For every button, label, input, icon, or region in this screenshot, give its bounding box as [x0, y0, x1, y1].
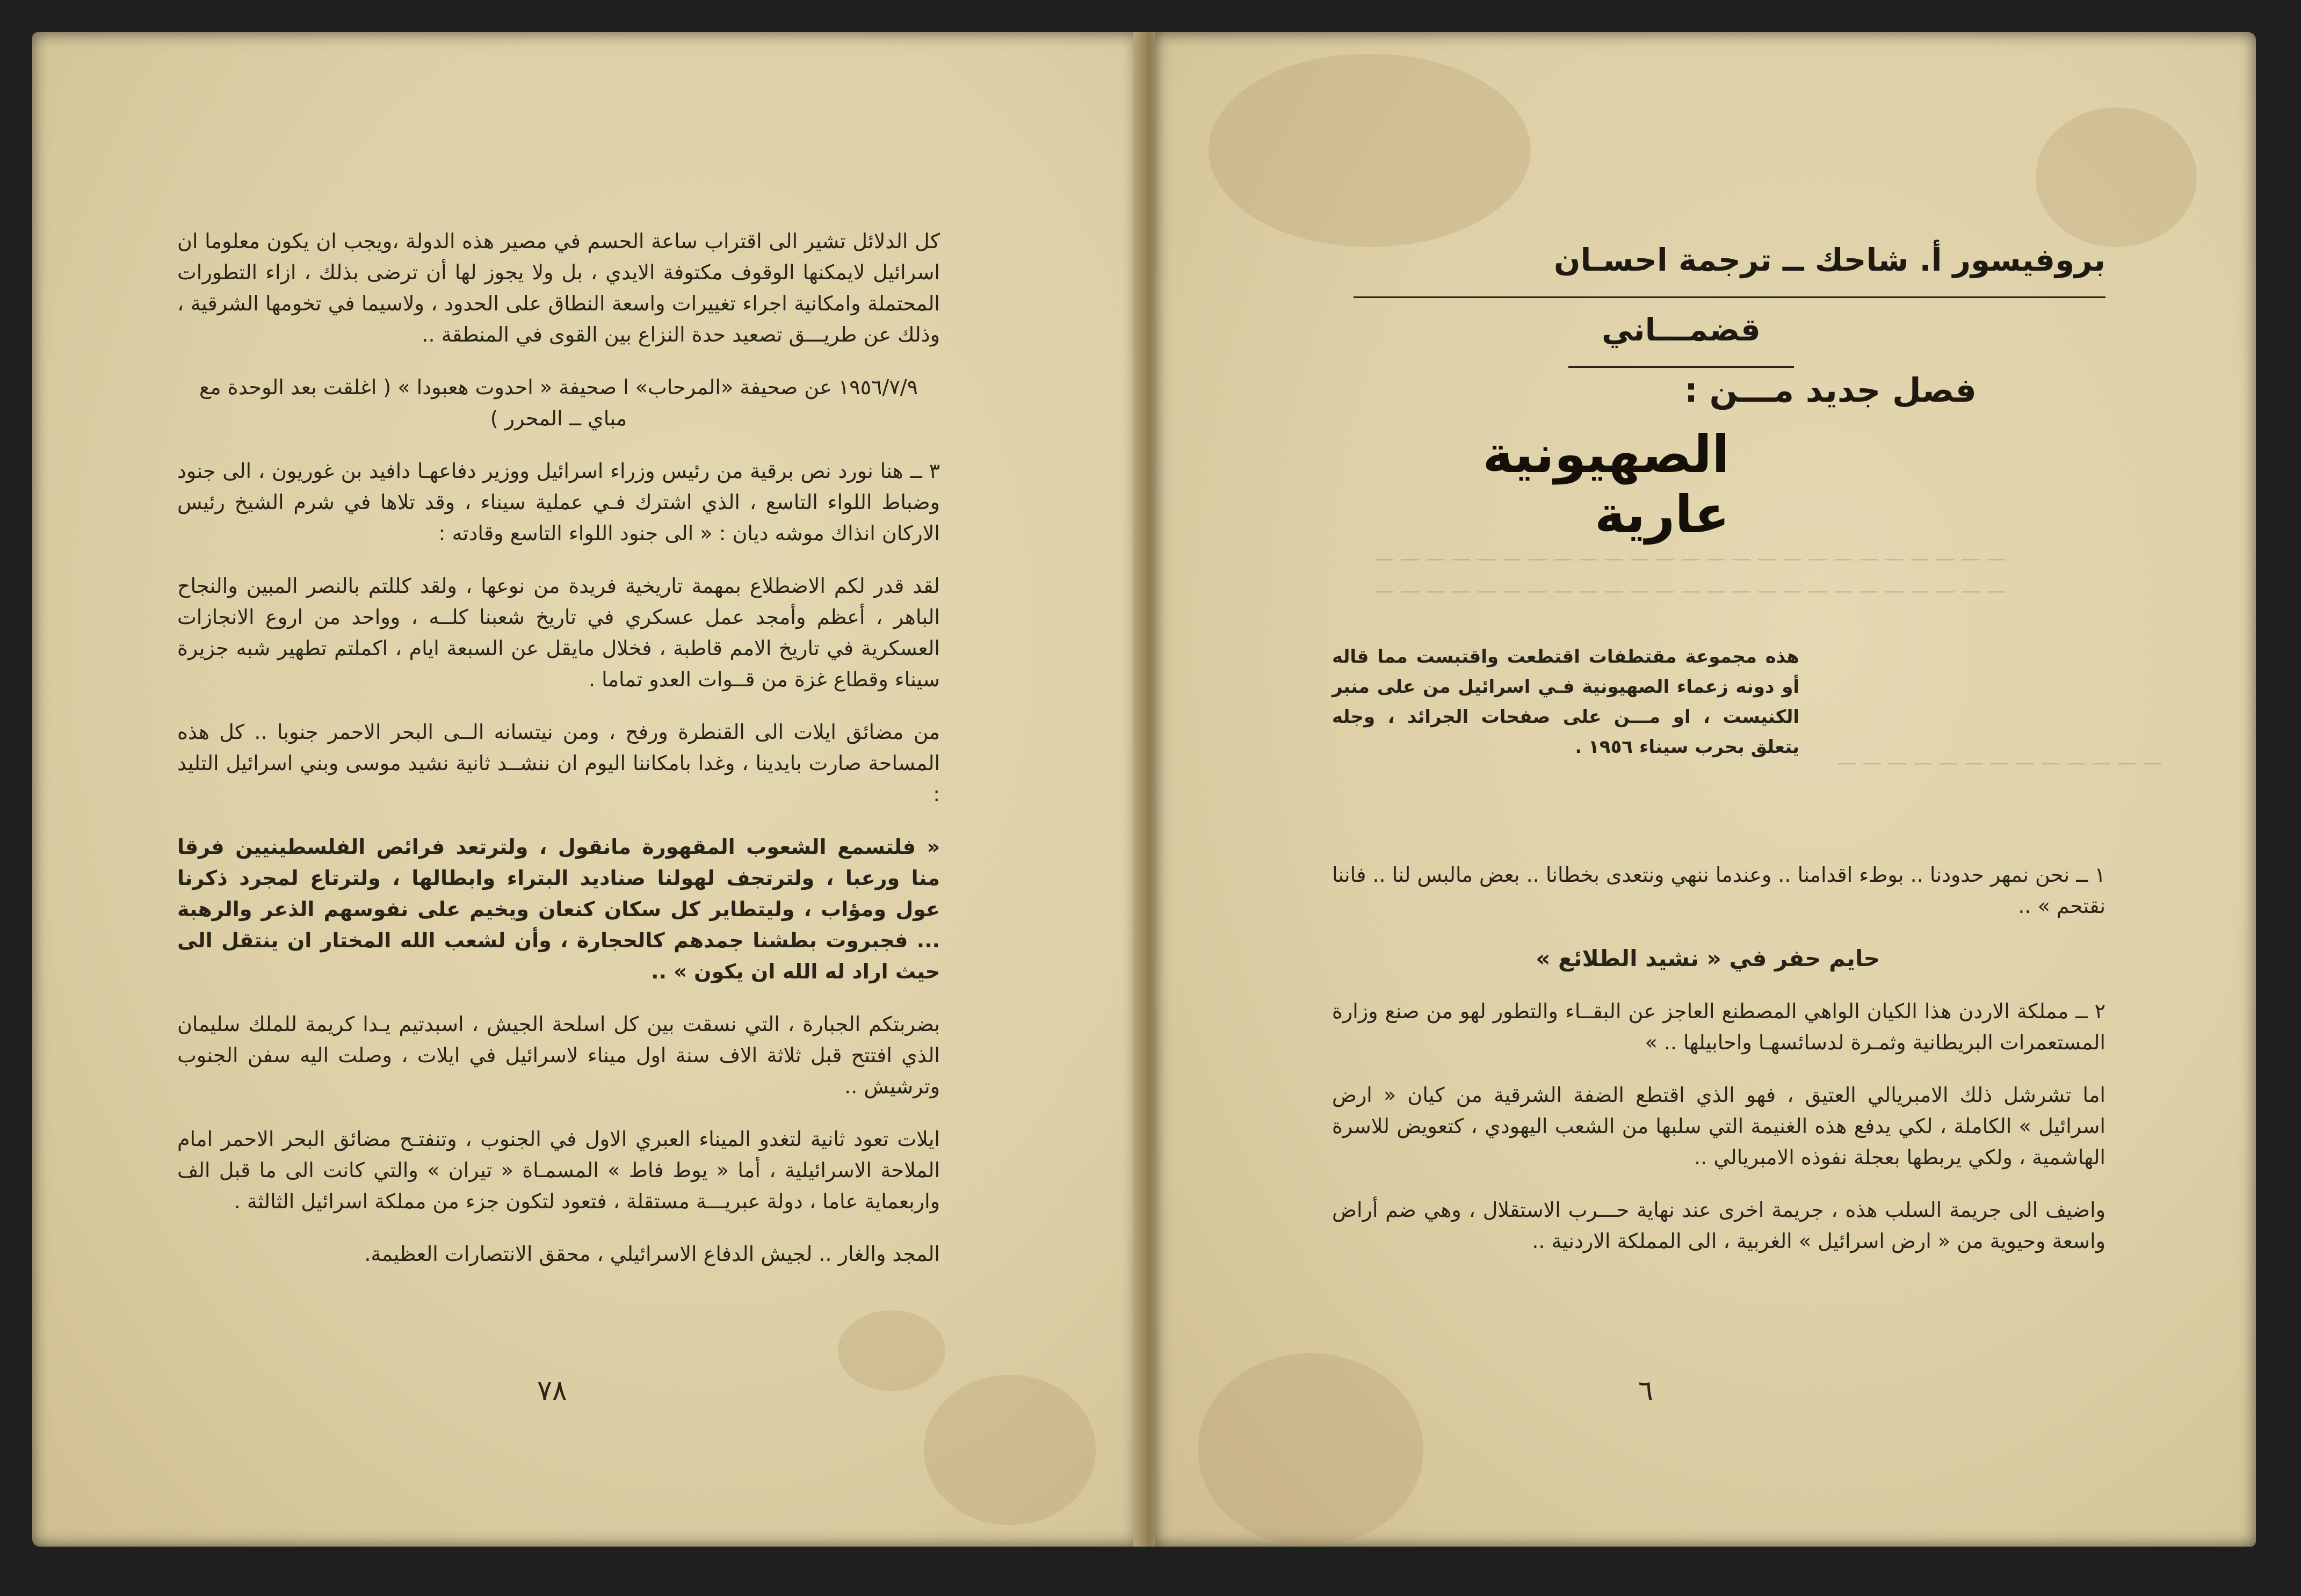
paragraph: واضيف الى جريمة السلب هذه ، جريمة اخرى عند نهاية حـــرب الاستقلال ، وهي ضم أراض واسعة وحيوية من « ارض اسرائيل » الغربية ، الى المملكة الاردنية .. [1332, 1198, 2105, 1253]
section-kicker: فصل جديد مـــن : [1684, 371, 1977, 410]
paragraph: ٢ ــ مملكة الاردن هذا الكيان الواهي المصطنع العاجز عن البقــاء والتطور لهو من صنع وزارة المستعمرات البريطانية وثمـرة لدسائسهـا واحابيلها .. » [1332, 999, 2105, 1054]
show-through-text: — — — — — — — — — — — — — — — — — — — — — — — — — [1375, 580, 2006, 602]
paragraph: المجد والغار .. لجيش الدفاع الاسرائيلي ، محقق الانتصارات العظيمة. [364, 1242, 940, 1266]
attribution: حايم حفر في « نشيد الطلائع » [1536, 945, 1880, 971]
paragraph: بضربتكم الجبارة ، التي نسقت بين كل اسلحة الجيش ، اسبدتيم يـدا كريمة للملك سليمان الذي افتتح قبل ثلاثة الاف سنة اول ميناء لاسرائيل في ايلات ، وصلت اليه سفن الجنوب وترشيش .. [177, 1012, 940, 1098]
water-stain [1209, 54, 1531, 247]
show-through-text: — — — — — — — — — — — — — [1837, 752, 2162, 774]
paragraph: ١ ــ نحن نمهر حدودنا .. بوطء اقدامنا .. وعندما ننهي ونتعدى بخطانا .. بعض مالبس لنا .. فاننا نقتحم » .. [1332, 863, 2105, 918]
show-through-text: — — — — — — — — — — — — — — — — — — — — — — — — — [1375, 548, 2006, 570]
water-stain [924, 1375, 1096, 1525]
left-page-text [177, 226, 940, 1291]
paragraph: كل الدلائل تشير الى اقتراب ساعة الحسم في مصير هذه الدولة ،ويجب ان يكون معلوما ان اسرائيل لايمكنها الوقوف مكتوفة الايدي ، بل ولا يجوز لها أن ترضى بذلك ، ازاء التطورات المحتملة وامكانية اجراء تغييرات واسعة النطاق على الحدود ، ولاسيما في تخومها الشرقية ، وذلك عن طريـــق تصعيد حدة النزاع بين القوى في المنطقة .. [177, 229, 940, 346]
water-stain [838, 1310, 945, 1391]
paragraph: من مضائق ايلات الى القنطرة ورفح ، ومن نيتسانه الــى البحر الاحمر جنوبا .. كل هذه المساحة صارت بايدينا ، وغدا بامكاننا اليوم ان ننشــد ثانية نشيد موسى وبني اسرائيل التليد : [177, 720, 940, 806]
page-number-right: ٦ [1638, 1375, 1653, 1407]
water-stain [2036, 107, 2197, 247]
page-title: الصهيونية عارية [1482, 424, 1730, 545]
paragraph: اما تشرشل ذلك الامبريالي العتيق ، فهو الذي اقتطع الضفة الشرقية من كيان « ارض اسرائيل » الكاملة ، لكي يدفع هذه الغنيمة التي سلبها من الشعب اليهودي ، كتعويض للاسرة الهاشمية ، ولكي يربطها بعجلة نفوذه الامبريالي .. [1332, 1083, 2105, 1169]
paragraph: لقد قدر لكم الاضطلاع بمهمة تاريخية فريدة من نوعها ، ولقد كللتم بالنصر المبين والنجاح الباهر ، أعظم وأمجد عمل عسكري في تاريخ شعبنا كلــه ، وواحد من اروع الانجازات العسكرية في تاريخ الامم قاطبة ، فخلال مايقل عن السبعة ايام ، اكملتم تطهير شبه جزيرة سيناء وقطاع غزة من قــوات العدو تماما . [177, 574, 940, 691]
quoted-passage: « فلتسمع الشعوب المقهورة مانقول ، ولترتعد فرائص الفلسطينيين فرقا منا ورعبا ، ولترتجف لهولنا صناديد البتراء وابطالها ، ولترتاع لمجرد ذكرنا عول ومؤاب ، وليتطاير كل سكان كنعان ويخيم على نفوسهم الذعر والرهبة ... فجبروت بطشنا جمدهم كالحجارة ، وأن لشعب الله المختار ان ينتقل الى حيث اراد له الله ان يكون » .. [177, 835, 940, 983]
paragraph: ٣ ــ هنا نورد نص برقية من رئيس وزراء اسرائيل ووزير دفاعهـا دافيد بن غوريون ، الى جنود وضباط اللواء التاسع ، الذي اشترك فـي عملية سيناء ، وقد تلاها في شرم الشيخ رئيس الاركان انذاك موشه ديان : « الى جنود اللواء التاسع وقادته : [177, 459, 940, 545]
water-stain [1198, 1353, 1423, 1547]
author-line: بروفيسور أ. شاحك ــ ترجمة احسـان [1553, 242, 2105, 278]
paragraph: ايلات تعود ثانية لتغدو الميناء العبري الاول في الجنوب ، وتنفتـح مضائق البحر الاحمر امام الملاحة الاسرائيلية ، أما « يوط فاط » المسمـاة « تيران » والتي كانت الى ما قبل الف واربعماية عاما ، دولة عبريـــة مستقلة ، فتعود لتكون جزء من مملكة اسرائيل الثالثة . [177, 1127, 940, 1213]
author-underline [1354, 296, 2105, 298]
source-citation: ١٩٥٦/٧/٩ عن صحيفة «المرحاب» ا صحيفة « احدوت هعبودا » ( اغلقت بعد الوحدة مع مباي ــ المحرر ) [199, 375, 918, 430]
right-page-text [1332, 859, 2105, 1278]
page-number-left: ٧٨ [537, 1375, 567, 1407]
translator-underline [1568, 366, 1794, 368]
intro-paragraph: هذه مجموعة مقتطفات اقتطعت واقتبست مما قاله أو دونه زعماء الصهيونية فـي اسرائيل من على منبر الكنيست ، او مـــن على صفحات الجرائد ، وجله يتعلق بحرب سيناء ١٩٥٦ . [1332, 646, 1799, 758]
translator-line: قضمـــاني [1602, 311, 1761, 348]
